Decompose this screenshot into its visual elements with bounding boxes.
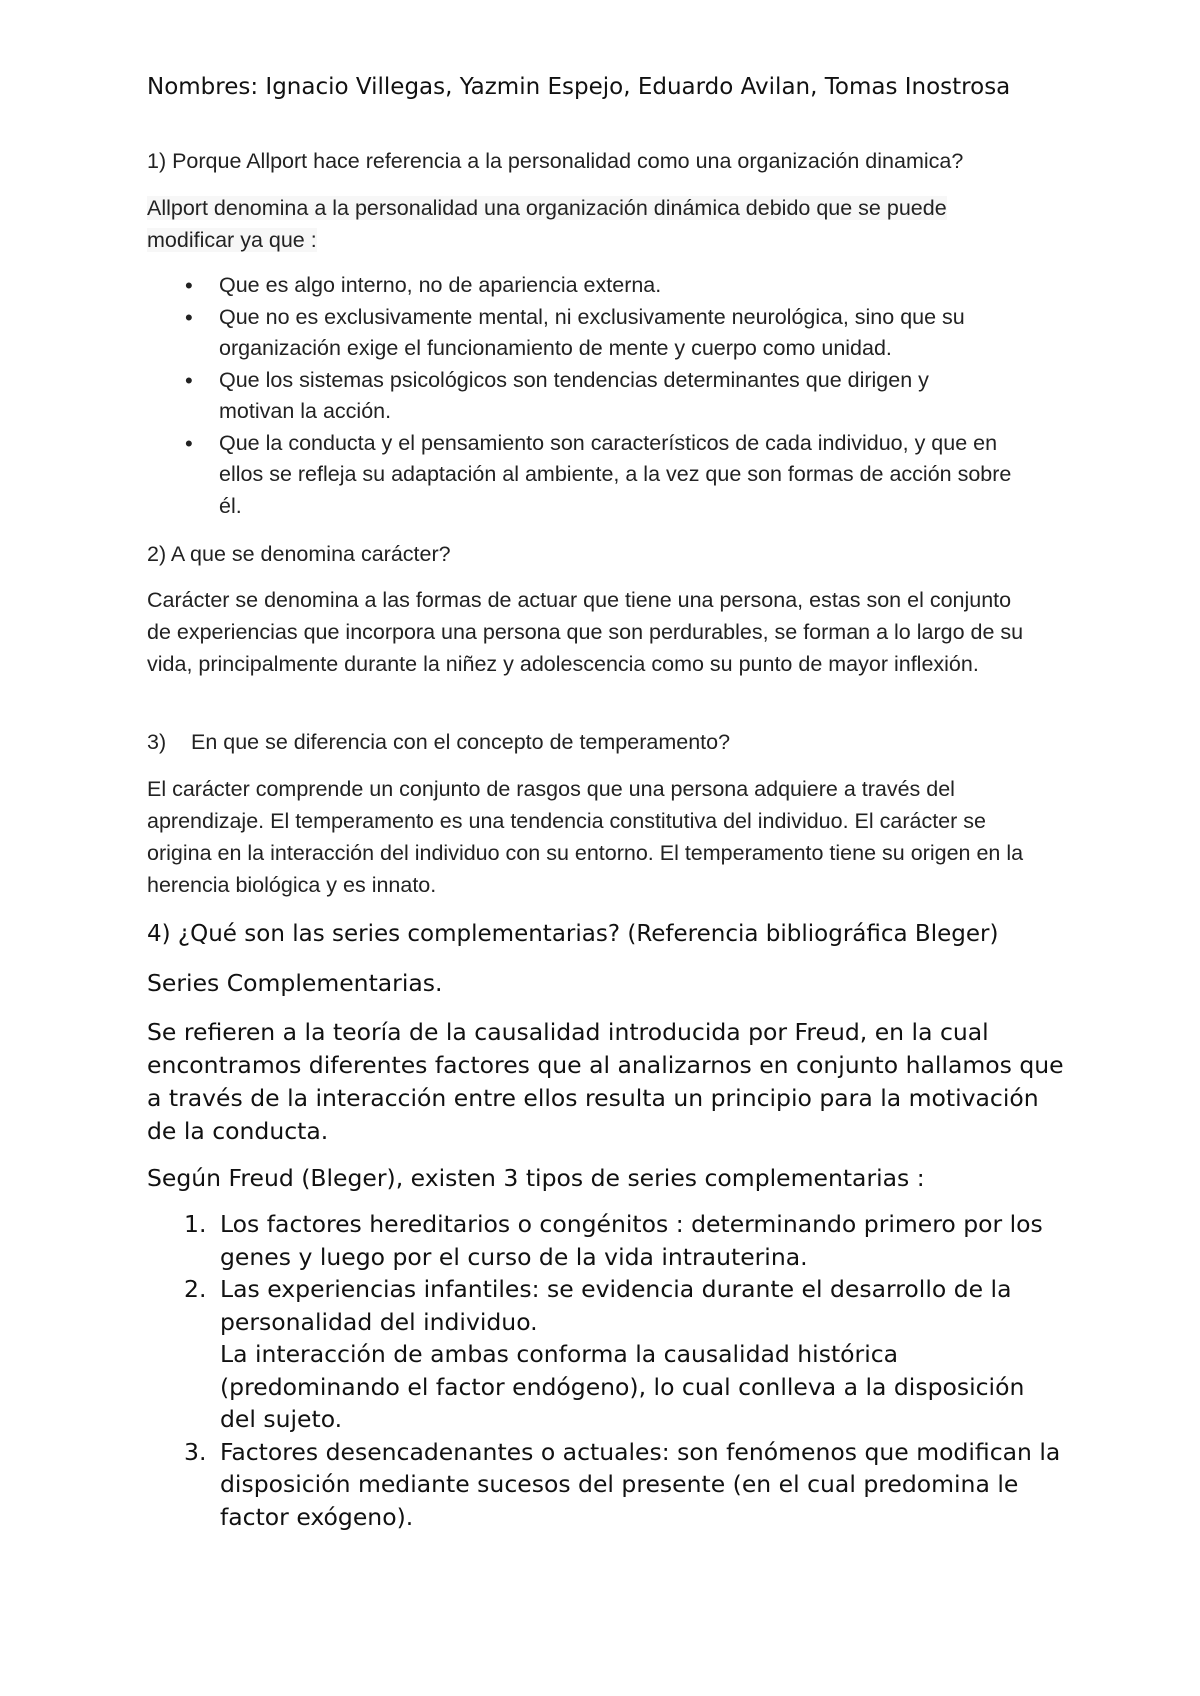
question-4: 4) ¿Qué son las series complementarias? (Referencia bibliográfica Bleger) [147,921,999,947]
list-item [147,1273,1065,1436]
series-intro: Según Freud (Bleger), existen 3 tipos de series complementarias : [147,1164,925,1192]
list-number: 1. [184,1210,207,1238]
list-text-extra: La interacción de ambas conforma la causalidad histórica (predominando el factor endógeno), lo cual conlleva a la disposición del sujeto. [220,1340,1025,1433]
list-text: Factores desencadenantes o actuales: son fenómenos que modifican la disposición mediante sucesos del presente (en el cual predomina le factor exógeno). [220,1437,1061,1531]
list-item [147,1436,1080,1534]
series-subtitle: Series Complementarias. [147,969,443,997]
series-list [147,1208,1087,1533]
answer-1 [147,192,1047,256]
answer-1-bullet-list [147,270,1067,522]
answer-3: El carácter comprende un conjunto de rasgos que una persona adquiere a través del aprendizaje. El temperamento es una tendencia constitutiva del individuo. El carácter se origina en la interacción del individuo con su entorno. El temperamento tiene su origen en la herencia biológica y es innato. [147,777,1024,897]
list-item: • Que los sistemas psicológicos son tendencias determinantes que dirigen y motivan la acción. [147,365,939,428]
list-item: • Que no es exclusivamente mental, ni exclusivamente neurológica, sino que su organización exige el funcionamiento de mente y cuerpo como unidad. [147,302,999,365]
question-3 [147,726,730,758]
list-item [147,1208,1050,1273]
question-2: 2) A que se denomina carácter? [147,542,451,566]
answer-2: Carácter se denomina a las formas de actuar que tiene una persona, estas son el conjunto de experiencias que incorpora una persona que son perdurables, se forman a lo largo de su vida, principalmente durante la niñez y adolescencia como su punto de mayor inflexión. [147,588,1024,676]
series-paragraph: Se refieren a la teoría de la causalidad introducida por Freud, en la cual encontramos diferentes factores que al analizarnos en conjunto hallamos que a través de la interacción entre ellos resulta un principio para la motivación de la conducta. [147,1018,1064,1145]
answer-1-line-2: modificar ya que : [147,228,317,252]
question-3-number: 3) [147,730,167,754]
question-3-text: En que se diferencia con el concepto de temperamento? [191,730,731,754]
list-text: Los factores hereditarios o congénitos : determinando primero por los genes y luego por el curso de la vida intrauterina. [220,1210,1043,1271]
list-number: 3. [184,1437,207,1466]
list-item: • Que la conducta y el pensamiento son característicos de cada individuo, y que en ellos se refleja su adaptación al ambiente, a la vez que son formas de acción sobre él. [147,428,1019,523]
student-names: Nombres: Ignacio Villegas, Yazmin Espejo, Eduardo Avilan, Tomas Inostrosa [147,74,1011,100]
list-number: 2. [184,1275,207,1303]
question-1: 1) Porque Allport hace referencia a la personalidad como una organización dinamica? [147,149,964,173]
list-item: • Que es algo interno, no de apariencia externa. [147,270,1067,302]
list-text: Las experiencias infantiles: se evidencia durante el desarrollo de la personalidad del individuo. [220,1275,1012,1336]
answer-1-line-1: Allport denomina a la personalidad una organización dinámica debido que se puede [147,196,947,220]
